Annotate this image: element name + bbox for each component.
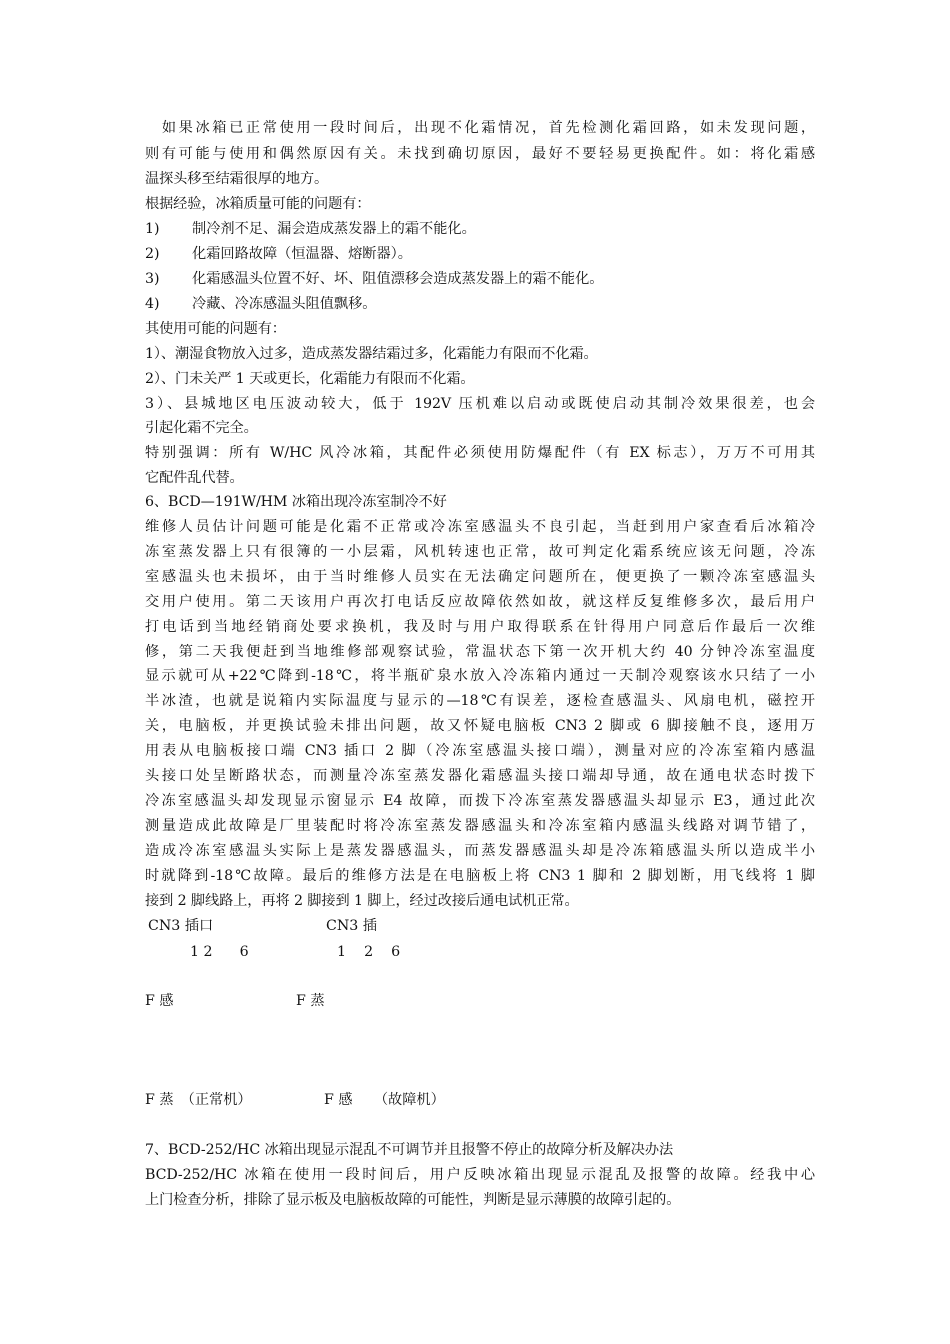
section7-line: BCD-252/HC 冰箱在使用一段时间后，用户反映冰箱出现显示混乱及报警的故障。经我中心 xyxy=(145,1167,815,1183)
section6-line: 测量造成此故障是厂里装配时将冷冻室蒸发器感温头和冷冻室箱内感温头线路对调节错了， xyxy=(145,818,815,834)
section6-line: 半冰渣，也就是说箱内实际温度与显示的—18℃有误差，逐检查感温头、风扇电机，磁控开 xyxy=(145,693,815,709)
section6-line: 维修人员估计问题可能是化霜不正常或冷冻室感温头不良引起，当赶到用户家查看后冰箱冷 xyxy=(145,519,815,535)
para1-line: 如果冰箱已正常使用一段时间后，出现不化霜情况，首先检测化霜回路，如未发现问题， xyxy=(145,120,815,136)
section7-line: 上门检查分析，排除了显示板及电脑板故障的可能性，判断是显示薄膜的故障引起的。 xyxy=(145,1192,681,1208)
section6-line: 头接口处呈断路状态，而测量冷冻室蒸发器化霜感温头接口端却导通，故在通电状态时拨下 xyxy=(145,768,815,784)
usage-item: 1）、潮湿食物放入过多，造成蒸发器结霜过多，化霜能力有限而不化霜。 xyxy=(145,346,598,362)
diagram-row1-right: F 蒸 xyxy=(296,993,325,1009)
quality-item-text: 冷藏、冷冻感温头阻值飘移。 xyxy=(192,296,377,312)
diagram-pins-left: 1 2 6 xyxy=(190,944,249,960)
quality-item-text: 制冷剂不足、漏会造成蒸发器上的霜不能化。 xyxy=(192,221,476,237)
diagram-row2-right: F 感 （故障机） xyxy=(324,1092,445,1108)
section6-line: 室感温头也未损坏，由于当时维修人员实在无法确定问题所在，便更换了一颗冷冻室感温头 xyxy=(145,569,815,585)
section6-title: 6、BCD—191W/HM 冰箱出现冷冻室制冷不好 xyxy=(145,494,447,510)
special-note: 特别强调：所有 W/HC 风冷冰箱，其配件必须使用防爆配件（有 EX 标志），万万不可用其 xyxy=(145,445,815,461)
section6-line: 接到 2 脚线路上，再将 2 脚接到 1 脚上，经过改接后通电试机正常。 xyxy=(145,893,579,909)
section6-line: 造成冷冻室感温头实际上是蒸发器感温头，而蒸发器感温头却是冷冻箱感温头所以造成半小 xyxy=(145,843,815,859)
section6-line: 用表从电脑板接口端 CN3 插口 2 脚（冷冻室感温头接口端），测量对应的冷冻室箱内感温 xyxy=(145,743,815,759)
section6-line: 交用户使用。第二天该用户再次打电话反应故障依然如故，就这样反复维修多次，最后用户 xyxy=(145,594,815,610)
section6-line: 冻室蒸发器上只有很簿的一小层霜，风机转速也正常，故可判定化霜系统应该无问题，冷冻 xyxy=(145,544,815,560)
diagram-row1-left: F 感 xyxy=(145,993,174,1009)
section7-title: 7、BCD-252/HC 冰箱出现显示混乱不可调节并且报警不停止的故障分析及解决办法 xyxy=(145,1142,674,1158)
diagram-pins-right: 1 2 6 xyxy=(337,944,401,960)
usage-item: 3）、县城地区电压波动较大，低于 192V 压机难以启动或既使启动其制冷效果很差，也会 xyxy=(145,396,815,412)
section6-line: 关，电脑板，并更换试验未排出问题，故又怀疑电脑板 CN3 2 脚或 6 脚接触不良，逐用万 xyxy=(145,718,815,734)
quality-item-number: 1) xyxy=(145,221,160,237)
usage-item: 2）、门未关严 1 天或更长，化霜能力有限而不化霜。 xyxy=(145,371,475,387)
usage-item: 引起化霜不完全。 xyxy=(145,420,258,436)
section6-line: 打电话到当地经销商处要求换机，我及时与用户取得联系在针得用户同意后作最后一次维 xyxy=(145,619,815,635)
para1-line: 则有可能与使用和偶然原因有关。未找到确切原因，最好不要轻易更换配件。如：将化霜感 xyxy=(145,146,815,162)
special-note: 它配件乱代替。 xyxy=(145,470,244,486)
quality-item-text: 化霜感温头位置不好、坏、阻值漂移会造成蒸发器上的霜不能化。 xyxy=(192,271,604,287)
diagram-row2-left: F 蒸 （正常机） xyxy=(145,1092,252,1108)
quality-item-number: 2) xyxy=(145,246,160,262)
quality-item-number: 4) xyxy=(145,296,160,312)
section6-line: 修，第二天我便赶到当地维修部观察试验，常温状态下第一次开机大约 40 分钟冷冻室温度 xyxy=(145,644,815,660)
diagram-label-right: CN3 插 xyxy=(326,918,377,934)
usage-intro: 其使用可能的问题有： xyxy=(145,321,286,337)
section6-line: 显示就可从+22℃降到-18℃，将半瓶矿泉水放入冷冻箱内通过一天制冷观察该水只结了一小 xyxy=(145,668,815,684)
para1-line: 温探头移至结霜很厚的地方。 xyxy=(145,171,329,187)
section6-line: 冷冻室感温头却发现显示窗显示 E4 故障，而拨下冷冻室蒸发器感温头却显示 E3，通过此次 xyxy=(145,793,815,809)
quality-intro: 根据经验，冰箱质量可能的问题有： xyxy=(145,196,371,212)
section6-line: 时就降到-18℃故障。最后的维修方法是在电脑板上将 CN3 1 脚和 2 脚划断，用飞线将 1 脚 xyxy=(145,868,815,884)
quality-item-number: 3) xyxy=(145,271,160,287)
quality-item-text: 化霜回路故障（恒温器、熔断器）。 xyxy=(192,246,412,262)
diagram-label-left: CN3 插口 xyxy=(148,918,214,934)
